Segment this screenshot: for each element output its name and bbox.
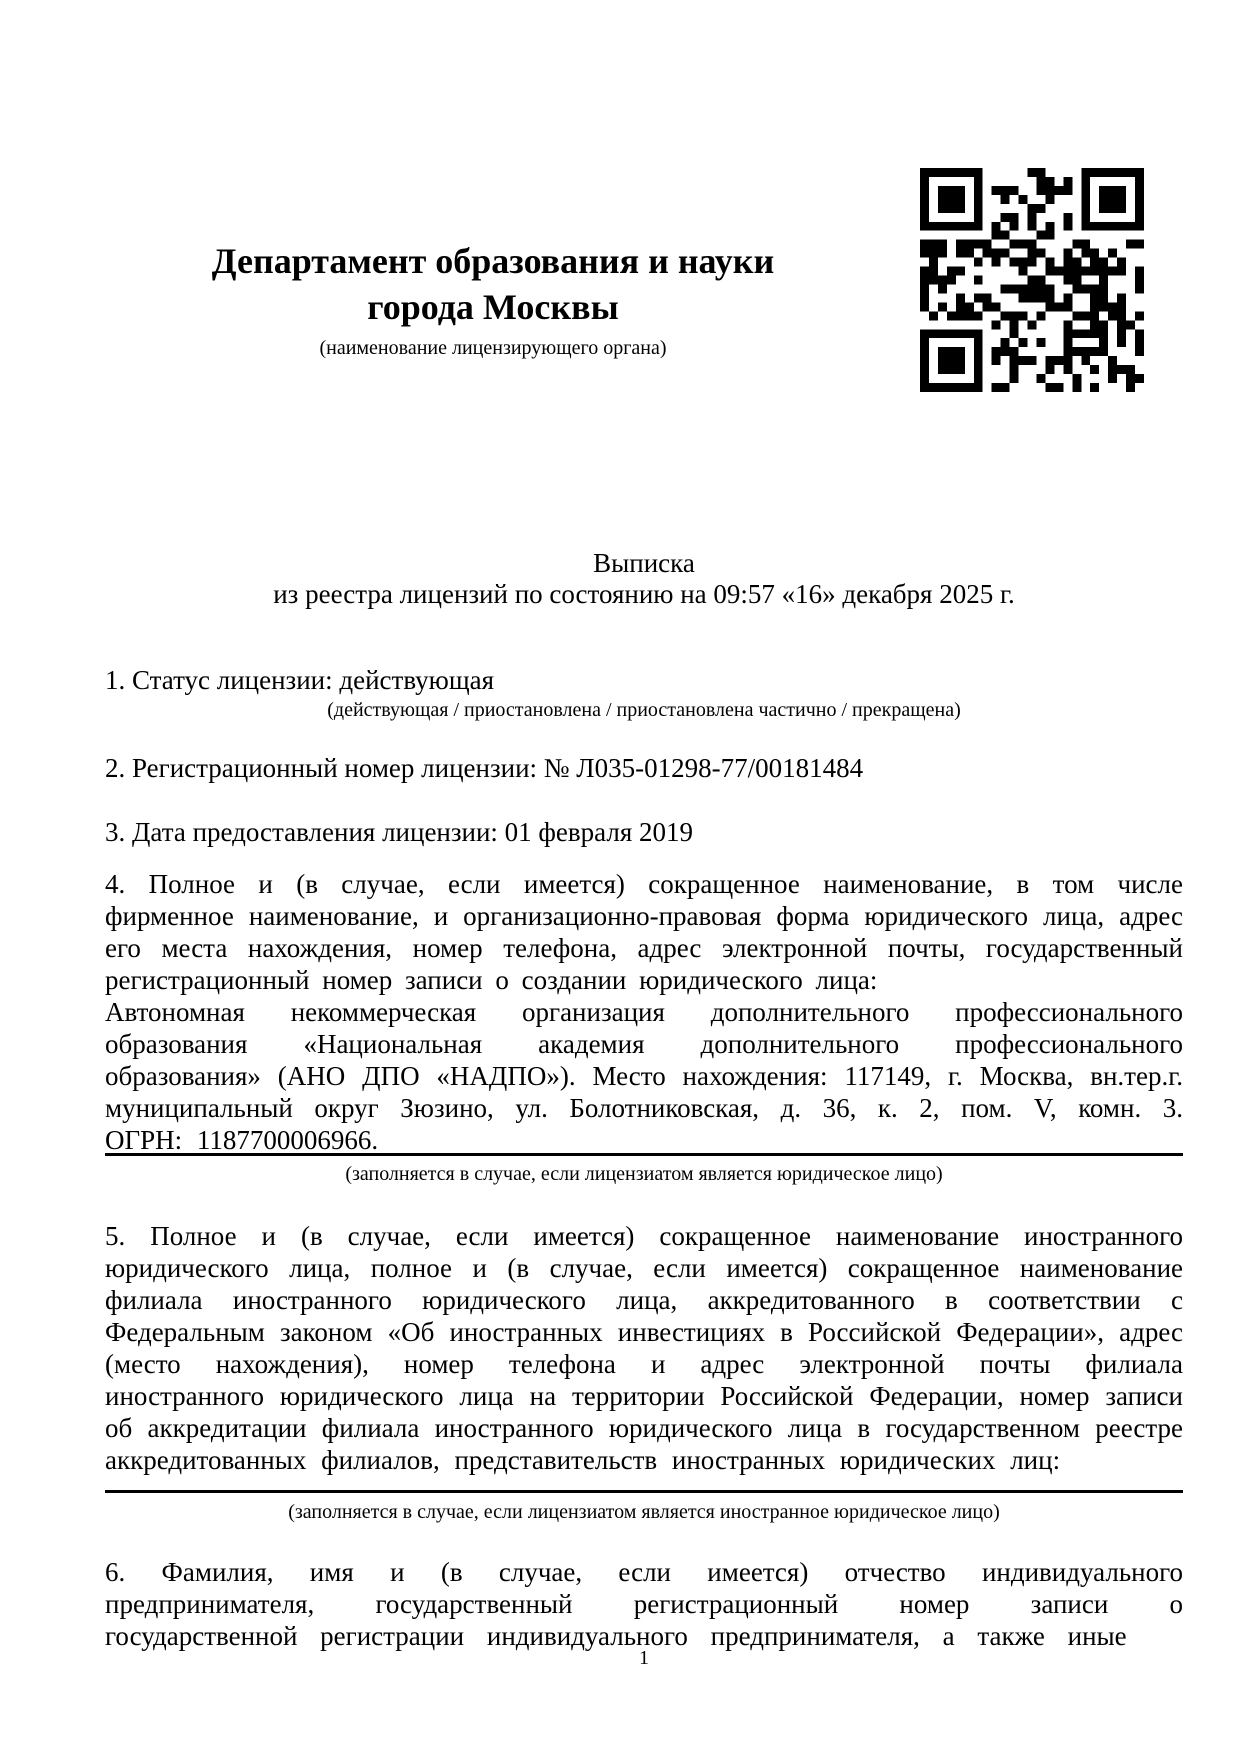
legal-entity-caption: (заполняется в случае, если лицензиатом является юридическое лицо) [345,1163,943,1185]
grant-date-line: 3. Дата предоставления лицензии: 01 февраля 2019 [105,817,694,847]
registration-number-line: 2. Регистрационный номер лицензии: № Л035-01298-77/00181484 [105,753,864,783]
individual-entrepreneur-paragraph: 6. Фамилия, имя и (в случае, если имеется) отчество индивидуального предпринимателя, государственный регистрационный номер записи о государственной регистрации индивидуального предпринимателя, а также иные [105,1557,1183,1651]
foreign-entity-separator-line [105,1490,1183,1493]
issuer-caption: (наименование лицензирующего органа) [319,337,667,359]
legal-entity-value: Автономная некоммерческая организация дополнительного профессионального образования «Национальная академия дополнительного профессионального образования» (АНО ДПО «НАДПО»). Место нахождения: 117149, г. Москва, вн.тер.г. муниципальный округ Зюзино, ул. Болотниковская, д. 36, к. 2, пом. V, комн. 3. ОГРН: 1187700006966. [105,997,1183,1155]
document-heading [105,548,1183,610]
individual-entrepreneur-section [105,1556,1183,1652]
document-subtitle: из реестра лицензий по состоянию на 09:57 «16» декабря 2025 г. [273,579,1015,609]
foreign-entity-caption: (заполняется в случае, если лицензиатом является иностранное юридическое лицо) [288,1501,1000,1523]
legal-entity-paragraph: 4. Полное и (в случае, если имеется) сокращенное наименование, в том числе фирменное наименование, и организационно-правовая форма юридического лица, адрес его места нахождения, номер телефона, адрес электронной почты, государственный регистрационный номер записи о создании юридического лица: [105,869,1183,995]
qr-code-icon [920,168,1144,392]
issuer-title [105,238,881,330]
document-title: Выписка [593,548,695,578]
issuer-header [105,238,881,360]
license-status-caption: (действующая / приостановлена / приостановлена частично / прекращена) [327,699,961,721]
issuer-title-line1: Департамент образования и науки [211,241,775,281]
foreign-entity-paragraph: 5. Полное и (в случае, если имеется) сокращенное наименование иностранного юридического лица, полное и (в случае, если имеется) сокращенное наименование филиала иностранного юридического лица, аккредитованного в соответствии с Федеральным законом «Об иностранных инвестициях в Российской Федерации», адрес (место нахождения), номер телефона и адрес электронной почты филиала иностранного юридического лица на территории Российской Федерации, номер записи об аккредитации филиала иностранного юридического лица в государственном реестре аккредитованных филиалов, представительств иностранных юридических лиц: [105,1221,1183,1475]
issuer-title-line2: города Москвы [367,287,619,327]
foreign-entity-section [105,1220,1183,1476]
legal-entity-section [105,868,1183,1156]
page-number: 1 [639,1647,649,1669]
license-status-line: 1. Статус лицензии: действующая [105,665,495,695]
legal-entity-separator-line [105,1153,1183,1156]
